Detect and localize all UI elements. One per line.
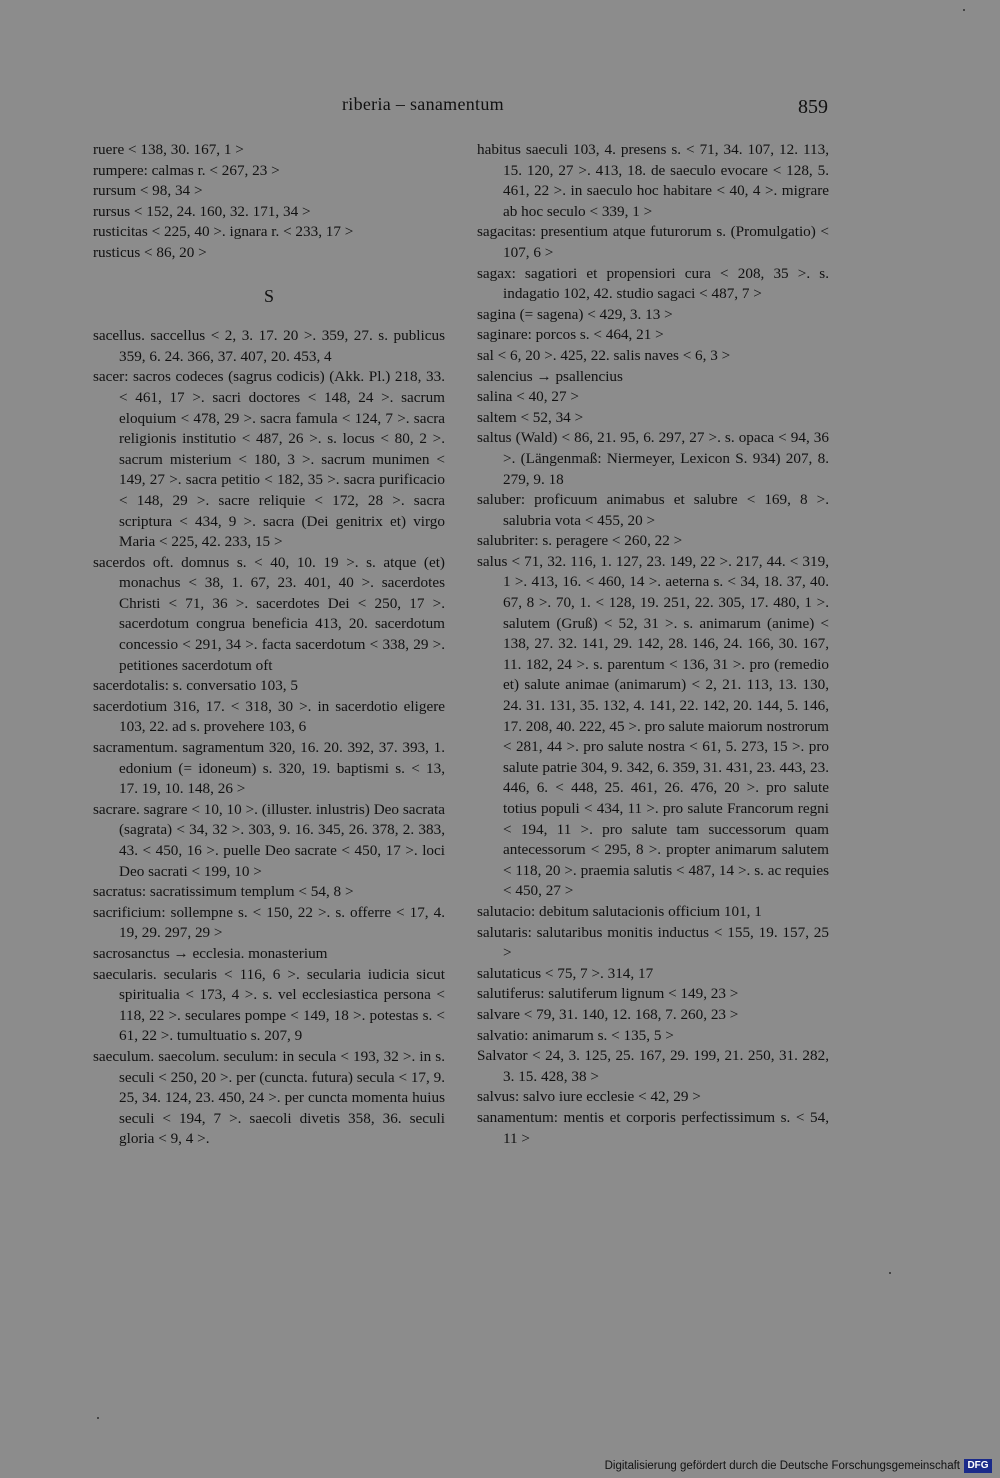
scan-speck — [97, 1417, 99, 1419]
index-entry: saltem < 52, 34 > — [477, 408, 584, 426]
index-entry: sacer: sacros codeces (sagrus codicis) (Akk. Pl.) 218, 33. < 461, 17 >. sacri doctores < 148, 24 >. sacrum eloquium < 478, 29 >. sacra famula < 124, 7 >. sacra religionis institutio < 487, 26 >. s. locus < 80, 2 >. sacrum misterium < 180, 3 >. sacrum munimen < 149, 27 >. sacra petitio < 182, 35 >. sacra purificacio < 148, 29 >. sacre reliquie < 172, 28 >. sacra scriptura < 434, 9 >. sacra (Dei genitrix et) virgo Maria < 225, 42. 233, 15 > — [93, 368, 445, 551]
index-entry: sacrosanctus → ecclesia. monasterium — [93, 944, 328, 962]
dfg-logo: DFG — [964, 1459, 992, 1473]
left-column — [93, 140, 445, 1150]
index-entry: salvus: salvo iure ecclesie < 42, 29 > — [477, 1088, 701, 1106]
index-entry: sacerdos oft. domnus s. < 40, 10. 19 >. s. atque (et) monachus < 38, 1. 67, 23. 401, 40 >. sacerdotes Christi < 71, 36 >. sacerdotes Dei < 250, 17 >. sacerdotum congrua beneficia 413, 20. sacerdotum concessio < 291, 34 >. facta sacerdotum < 338, 29 >. petitiones sacerdotum oft — [93, 553, 445, 674]
index-entry: salus < 71, 32. 116, 1. 127, 23. 149, 22 >. 217, 44. < 319, 1 >. 413, 16. < 460, 14 >. aeterna s. < 34, 18. 37, 40. 67, 8 >. 70, 1. < 128, 19. 251, 22. 305, 17. 480, 1 >. salutem (Gruß) < 52, 31 >. s. animarum (anime) < 138, 27. 32. 141, 29. 142, 28. 146, 24. 166, 30. 167, 11. 182, 24 >. s. parentum < 136, 31 >. pro (remedio et) salute animae (animarum) < 2, 21. 113, 13. 130, 24. 31. 131, 35. 132, 4. 141, 22. 142, 20. 144, 5. 146, 17. 208, 40. 222, 45 >. pro salute maiorum nostrorum < 281, 44 >. pro salute nostra < 61, 5. 273, 15 >. pro salute patrie 304, 9. 342, 6. 359, 31. 431, 23. 443, 23. 446, 6. < 448, 25. 461, 26. 476, 20 >. pro salute totius populi < 434, 11 >. pro salute Francorum regni < 194, 11 >. pro salute tam successorum quam antecessorum < 295, 8 >. propter animarum salutem < 118, 20 >. praemia salutis < 487, 14 >. s. ac requies < 450, 27 > — [477, 552, 829, 900]
right-column — [477, 140, 829, 1149]
index-entry: salubriter: s. peragere < 260, 22 > — [477, 532, 683, 550]
index-entry: sal < 6, 20 >. 425, 22. salis naves < 6, 3 > — [477, 346, 731, 364]
index-entry: rumpere: calmas r. < 267, 23 > — [93, 161, 280, 179]
page-header — [0, 94, 1000, 124]
section-letter: S — [263, 285, 274, 306]
index-entry: salvatio: animarum s. < 135, 5 > — [477, 1026, 674, 1044]
running-title: riberia – sanamentum — [342, 94, 504, 114]
index-entry: saginare: porcos s. < 464, 21 > — [477, 326, 664, 344]
index-entry: sacramentum. sagramentum 320, 16. 20. 392, 37. 393, 1. edonium (= idoneum) s. 320, 19. baptismi s. < 13, 17. 19, 10. 148, 26 > — [93, 739, 445, 798]
index-entry: salutaris: salutaribus monitis inductus < 155, 19. 157, 25 > — [477, 923, 829, 962]
index-entry: saltus (Wald) < 86, 21. 95, 6. 297, 27 >. s. opaca < 94, 36 >. (Längenmaß: Niermeyer, Lexicon S. 934) 207, 8. 279, 9. 18 — [477, 429, 829, 488]
index-entry: ruere < 138, 30. 167, 1 > — [93, 141, 244, 158]
page-number: 859 — [798, 96, 828, 118]
index-entry: rursus < 152, 24. 160, 32. 171, 34 > — [93, 202, 311, 220]
index-entry: sagacitas: presentium atque futurorum s. (Promulgatio) < 107, 6 > — [477, 223, 829, 261]
index-entry: sacrare. sagrare < 10, 10 >. (illuster. inlustris) Deo sacrata (sagrata) < 34, 32 >. 303, 9. 16. 345, 26. 378, 2. 383, 43. < 450, 16 >. puelle Deo sacrate < 450, 17 >. loci Deo sacrati < 199, 10 > — [93, 800, 445, 880]
page-footer — [0, 1456, 1000, 1478]
index-entry: Salvator < 24, 3. 125, 25. 167, 29. 199, 21. 250, 31. 282, 3. 15. 428, 38 > — [477, 1047, 829, 1085]
index-entry: sacerdotalis: s. conversatio 103, 5 — [93, 677, 298, 695]
index-entry: rursum < 98, 34 > — [93, 182, 203, 200]
index-entry: saeculum. saecolum. seculum: in secula < 193, 32 >. in s. seculi < 250, 20 >. per (cuncta. futura) secula < 17, 9. 25, 34. 124, 23. 450, 24 >. per cuncta momenta huius seculi < 194, 7 >. saecoli divetis 358, 36. seculi gloria < 9, 4 >. — [93, 1047, 445, 1148]
index-entry: sacerdotium 316, 17. < 318, 30 >. in sacerdotio eligere 103, 22. ad s. provehere 103, 6 — [93, 697, 445, 736]
index-entry: sagax: sagatiori et propensiori cura < 208, 35 >. s. indagatio 102, 42. studio sagaci < 487, 7 > — [477, 264, 829, 303]
index-entry: sacrificium: sollempne s. < 150, 22 >. s. offerre < 17, 4. 19, 29. 297, 29 > — [93, 903, 445, 942]
scan-speck — [963, 9, 965, 11]
index-entry: salina < 40, 27 > — [477, 388, 579, 406]
index-entry: habitus saeculi 103, 4. presens s. < 71, 34. 107, 12. 113, 15. 120, 27 >. 413, 18. de saeculo evocare < 128, 5. 461, 22 >. in saeculo hoc habitare < 40, 4 >. migrare ab hoc seculo < 339, 1 > — [477, 141, 829, 220]
index-entry: salutiferus: salutiferum lignum < 149, 23 > — [477, 985, 739, 1003]
index-entry: salencius → psallencius — [477, 367, 623, 385]
index-entry: rusticitas < 225, 40 >. ignara r. < 233, 17 > — [93, 223, 354, 241]
index-entry: saluber: proficuum animabus et salubre < 169, 8 >. salubria vota < 455, 20 > — [477, 491, 829, 529]
index-entry: rusticus < 86, 20 > — [93, 243, 207, 261]
index-entry: salvare < 79, 31. 140, 12. 168, 7. 260, 23 > — [477, 1005, 739, 1023]
index-entry: sagina (= sagena) < 429, 3. 13 > — [477, 305, 673, 323]
index-entry: salutacio: debitum salutacionis officium 101, 1 — [477, 902, 762, 920]
index-entry: salutaticus < 75, 7 >. 314, 17 — [477, 964, 654, 982]
index-entry: saecularis. secularis < 116, 6 >. secularia iudicia sicut spiritualia < 173, 4 >. s. vel ecclesiastica persona < 118, 22 >. seculares pompe < 149, 18 >. potestas s. < 61, 22 >. tumultuatio s. 207, 9 — [93, 965, 445, 1045]
index-entry: sacellus. saccellus < 2, 3. 17. 20 >. 359, 27. s. publicus 359, 6. 24. 366, 37. 407, 20. 453, 4 — [93, 327, 445, 365]
index-entry: sacratus: sacratissimum templum < 54, 8 > — [93, 883, 354, 901]
index-entry: sanamentum: mentis et corporis perfectissimum s. < 54, 11 > — [477, 1108, 829, 1147]
scan-speck — [889, 1272, 891, 1274]
digitization-credit: Digitalisierung gefördert durch die Deutsche Forschungsgemeinschaft — [604, 1460, 960, 1472]
